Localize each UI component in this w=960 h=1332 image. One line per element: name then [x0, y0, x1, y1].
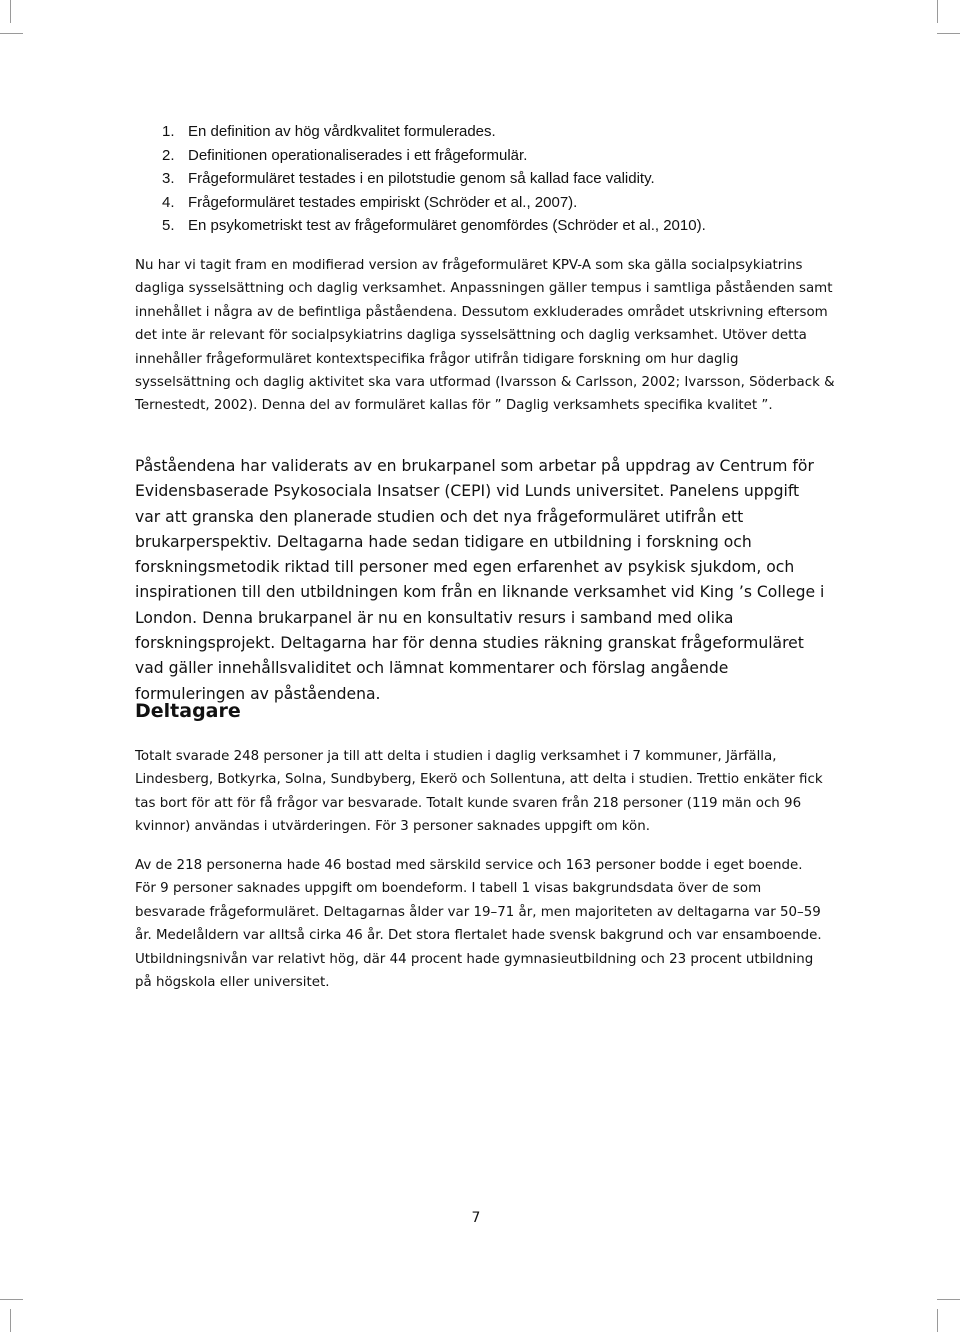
- paragraph-validation: Påståendena har validerats av en brukarpanel som arbetar på uppdrag av Centrum för Evidensbaserade Psykosociala Insatser (CEPI) vid Lunds universitet. Panelens uppgift var att granska den planerade studien och det nya frågeformuläret utifrån ett brukarperspektiv. Deltagarna hade sedan tidigare en utbildning i forskning och forskningsmetodik riktad till personer med egen erfarenhet av psykisk sjukdom, och inspirationen till den utbildningen kom från en liknande verksamhet vid King ’s College i London. Denna brukarpanel är nu en konsultativ resurs i samband med olika forskningsprojekt. Deltagarna har för denna studies räkning granskat frågeformuläret vad gäller innehållsvaliditet och lämnat kommentarer och förslag angående formuleringen av påståendena.: [135, 457, 825, 703]
- crop-mark-bottom-right: [937, 1309, 938, 1332]
- crop-mark-top-right: [937, 0, 938, 23]
- list-item: [150, 191, 706, 215]
- crop-mark-top-right-h: [937, 33, 960, 34]
- crop-mark-bottom-left-h: [0, 1299, 23, 1300]
- list-item-number: 2.: [162, 146, 175, 164]
- paragraph-total-respondents: Totalt svarade 248 personer ja till att delta i studien i daglig verksamhet i 7 kommuner, Järfälla, Lindesberg, Botkyrka, Solna, Sundbyberg, Ekerö och Sollentuna, att delta i studien. Trettio enkäter fick tas bort för att för få frågor var besvarade. Totalt kunde svaren från 218 personer (119 män och 96 kvinnor) användas i utvärderingen. För 3 personer saknades uppgift om kön.: [135, 749, 823, 835]
- list-item: [150, 167, 706, 191]
- paragraph-background-data: Av de 218 personerna hade 46 bostad med särskild service och 163 personer bodde i eget boende. För 9 personer saknades uppgift om boendeform. I tabell 1 visas bakgrundsdata över de som besvarade frågeformuläret. Deltagarnas ålder var 19–71 år, men majoriteten av deltagarna var 50–59 år. Medelåldern var alltså cirka 46 år. Det stora flertalet hade svensk bakgrund och var ensamboende. Utbildningsnivån var relativt hög, där 44 procent hade gymnasieutbildning och 23 procent utbildning på högskola eller universitet.: [135, 858, 822, 991]
- list-item: [150, 214, 706, 238]
- crop-mark-bottom-right-h: [937, 1299, 960, 1300]
- list-item-text: En psykometriskt test av frågeformuläret genomfördes (Schröder et al., 2010).: [188, 217, 706, 235]
- list-item-number: 1.: [162, 123, 175, 140]
- crop-mark-bottom-left: [10, 1309, 11, 1332]
- list-item: [150, 144, 706, 168]
- crop-mark-top-left: [10, 0, 11, 23]
- list-item-number: 5.: [162, 217, 175, 235]
- page-number: 7: [471, 1210, 481, 1226]
- list-item-text: Frågeformuläret testades empiriskt (Schröder et al., 2007).: [188, 193, 578, 211]
- list-item: [150, 120, 706, 144]
- list-item-text: Frågeformuläret testades i en pilotstudie genom så kallad face validity.: [188, 170, 655, 188]
- list-item-number: 3.: [162, 170, 175, 188]
- list-item-text: En definition av hög vårdkvalitet formulerades.: [188, 123, 496, 140]
- section-heading-deltagare: Deltagare: [135, 700, 241, 722]
- paragraph-kpv-modification: Nu har vi tagit fram en modifierad version av frågeformuläret KPV-A som ska gälla socialpsykiatrins dagliga sysselsättning och daglig verksamhet. Anpassningen gäller tempus i samtliga påståenden samt innehållet i några av de befintliga påståendena. Dessutom exkluderades området utskrivning eftersom det inte är relevant för socialpsykiatrins dagliga sysselsättning och daglig verksamhet. Utöver detta innehåller frågeformuläret kontextspecifika frågor utifrån tidigare forskning om hur daglig sysselsättning och daglig aktivitet ska vara utformad (Ivarsson & Carlsson, 2002; Ivarsson, Söderback & Ternestedt, 2002). Denna del av formuläret kallas för ” Daglig verksamhets specifika kvalitet ”.: [135, 258, 835, 414]
- list-item-number: 4.: [162, 193, 175, 211]
- method-steps-list: [150, 120, 706, 238]
- crop-mark-top-left-h: [0, 33, 23, 34]
- list-item-text: Definitionen operationaliserades i ett frågeformulär.: [188, 146, 528, 164]
